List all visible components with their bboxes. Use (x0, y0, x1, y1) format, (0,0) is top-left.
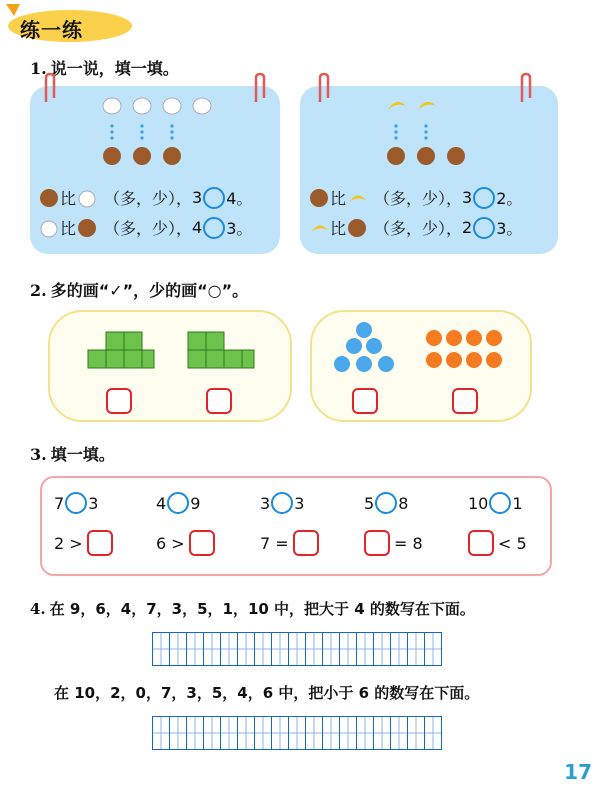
q2-right-cloud (310, 310, 532, 422)
answer-box[interactable] (452, 388, 478, 414)
inequality-item: = 8 (364, 530, 423, 556)
answer-box[interactable] (352, 388, 378, 414)
paperclip-icon (36, 72, 66, 106)
monkey-icon (76, 218, 98, 238)
question-text: 填一填。 (50, 445, 115, 464)
blue-dots-triangle (328, 320, 400, 380)
question-3-title (30, 442, 115, 465)
answer-box[interactable] (87, 530, 113, 556)
q1-left-panel (30, 86, 280, 254)
question-number: 2. (30, 281, 47, 300)
q1-right-row-2: 比 （多，少）， 2 3。 (308, 216, 522, 239)
compare-item: 10 1 (468, 493, 523, 513)
answer-box[interactable] (468, 530, 494, 556)
page-number: 17 (564, 760, 592, 784)
paperclip-icon (512, 72, 542, 106)
rabbit-icon (38, 218, 60, 238)
answer-circle[interactable] (375, 492, 397, 514)
writing-grid-2[interactable] (152, 716, 442, 750)
monkey-icon (308, 188, 330, 208)
answer-circle[interactable] (203, 187, 225, 209)
answer-box[interactable] (206, 388, 232, 414)
monkey-icon (38, 188, 60, 208)
inequality-item: < 5 (468, 530, 527, 556)
q1-left-row-2: 比 （多，少）， 4 3。 (38, 216, 252, 239)
paperclip-icon (310, 72, 340, 106)
answer-circle[interactable] (65, 492, 87, 514)
answer-circle[interactable] (271, 492, 293, 514)
compare-item: 5 8 (364, 493, 409, 513)
banana-icon (346, 188, 368, 208)
monkey-icon (346, 218, 368, 238)
question-number: 1. (30, 59, 47, 78)
page-title: 练一练 (20, 18, 83, 42)
answer-circle[interactable] (167, 492, 189, 514)
answer-box[interactable] (106, 388, 132, 414)
answer-box[interactable] (189, 530, 215, 556)
q2-left-cloud (48, 310, 292, 422)
orange-dots-grid (424, 328, 508, 372)
q1-left-row-1: 比 （多，少）， 3 4。 (38, 186, 252, 209)
writing-grid-1[interactable] (152, 632, 442, 666)
answer-circle[interactable] (473, 187, 495, 209)
question-4-line-2: 在 10，2，0，7，3，5，4，6 中，把小于 6 的数写在下面。 (54, 684, 480, 702)
cube-stack-icon (86, 330, 156, 374)
answer-circle[interactable] (489, 492, 511, 514)
bananas-monkeys-illustration (384, 92, 494, 172)
compare-item: 3 3 (260, 493, 305, 513)
answer-circle[interactable] (473, 217, 495, 239)
answer-box[interactable] (364, 530, 390, 556)
compare-item: 7 3 (54, 493, 99, 513)
question-text: 说一说，填一填。 (50, 59, 179, 78)
question-4-line-1 (30, 598, 475, 619)
question-text: 多的画“✓”，少的画“○”。 (50, 281, 249, 300)
question-text: 在 9，6，4，7，3，5，1，10 中，把大于 4 的数写在下面。 (49, 600, 475, 618)
rabbits-monkeys-illustration (100, 92, 220, 172)
question-number: 3. (30, 445, 47, 464)
inequality-item: 6 > (156, 530, 215, 556)
answer-circle[interactable] (203, 217, 225, 239)
q1-right-row-1: 比 （多，少）， 3 2。 (308, 186, 522, 209)
q3-frame (40, 476, 552, 576)
inequality-item: 2 > (54, 530, 113, 556)
cube-stack-icon (186, 330, 256, 374)
question-2-title (30, 278, 248, 301)
rabbit-icon (76, 188, 98, 208)
question-number: 4. (30, 600, 46, 618)
inequality-item: 7 = (260, 530, 319, 556)
q1-right-panel (300, 86, 558, 254)
paperclip-icon (246, 72, 276, 106)
compare-item: 4 9 (156, 493, 201, 513)
answer-box[interactable] (293, 530, 319, 556)
banana-icon (308, 218, 330, 238)
